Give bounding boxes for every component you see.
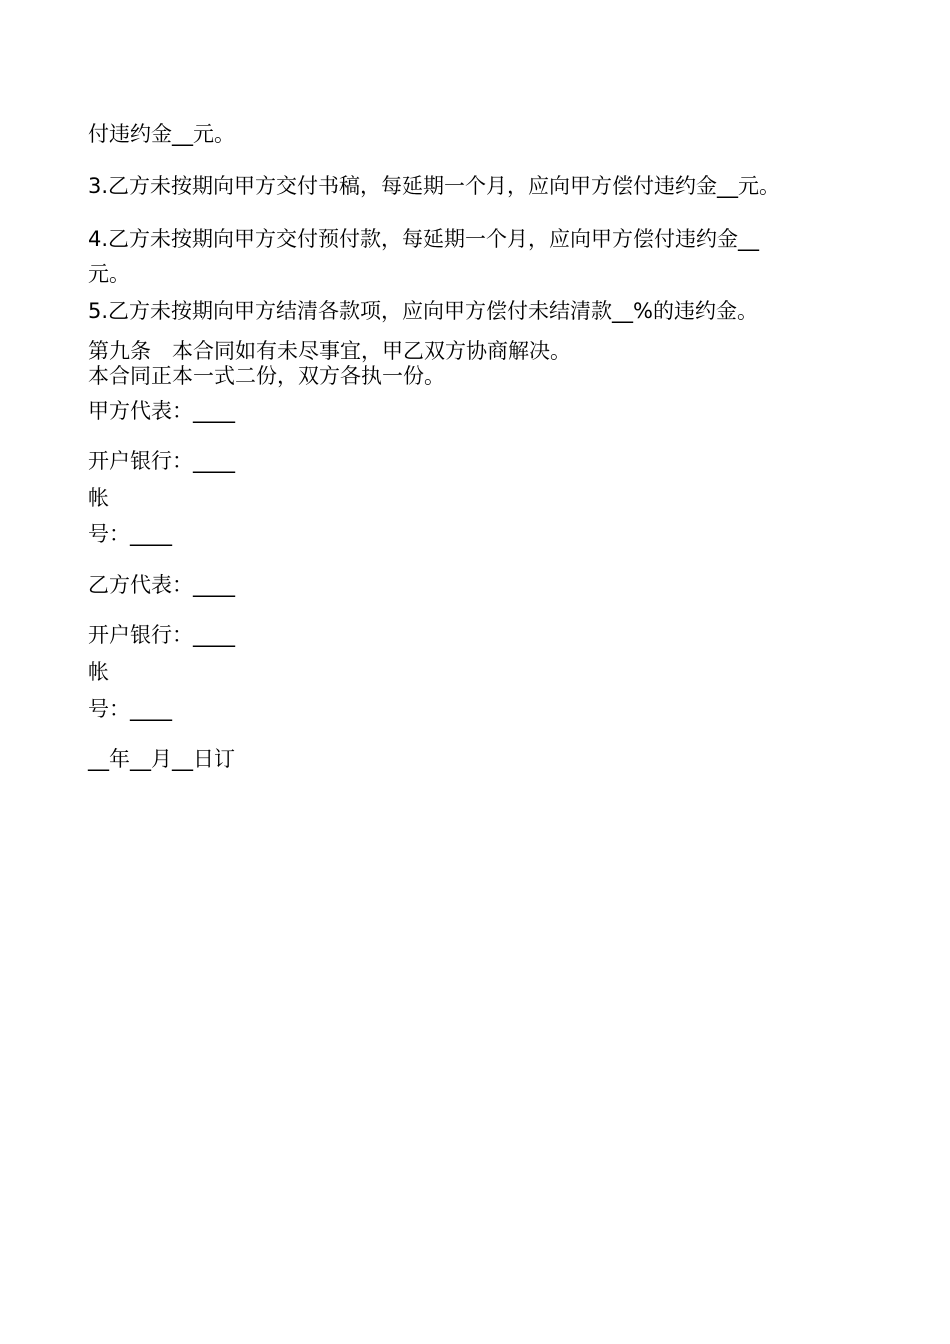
signing-date: __年__月__日订 xyxy=(88,747,235,771)
text-line-copies: 本合同正本一式二份，双方各执一份。 xyxy=(88,364,445,388)
party-b-representative: 乙方代表：____ xyxy=(88,573,235,597)
text-line-article-9: 第九条 本合同如有未尽事宜，甲乙双方协商解决。 xyxy=(88,339,571,363)
party-b-bank: 开户银行：____ xyxy=(88,623,235,647)
party-a-bank: 开户银行：____ xyxy=(88,449,235,473)
party-a-representative: 甲方代表：____ xyxy=(88,399,235,423)
text-line-penalty-end: 付违约金__元。 xyxy=(88,122,235,146)
text-line-clause-4-cont: 元。 xyxy=(88,262,130,286)
party-b-account-label: 帐 xyxy=(88,660,109,684)
party-a-account-label: 帐 xyxy=(88,486,109,510)
text-line-clause-3: 3.乙方未按期向甲方交付书稿，每延期一个月，应向甲方偿付违约金__元。 xyxy=(88,174,781,198)
text-line-clause-4: 4.乙方未按期向甲方交付预付款，每延期一个月，应向甲方偿付违约金__ xyxy=(88,227,760,251)
party-b-account: 号：____ xyxy=(88,697,172,721)
text-line-clause-5: 5.乙方未按期向甲方结清各款项，应向甲方偿付未结清款__%的违约金。 xyxy=(88,299,758,323)
party-a-account: 号：____ xyxy=(88,522,172,546)
